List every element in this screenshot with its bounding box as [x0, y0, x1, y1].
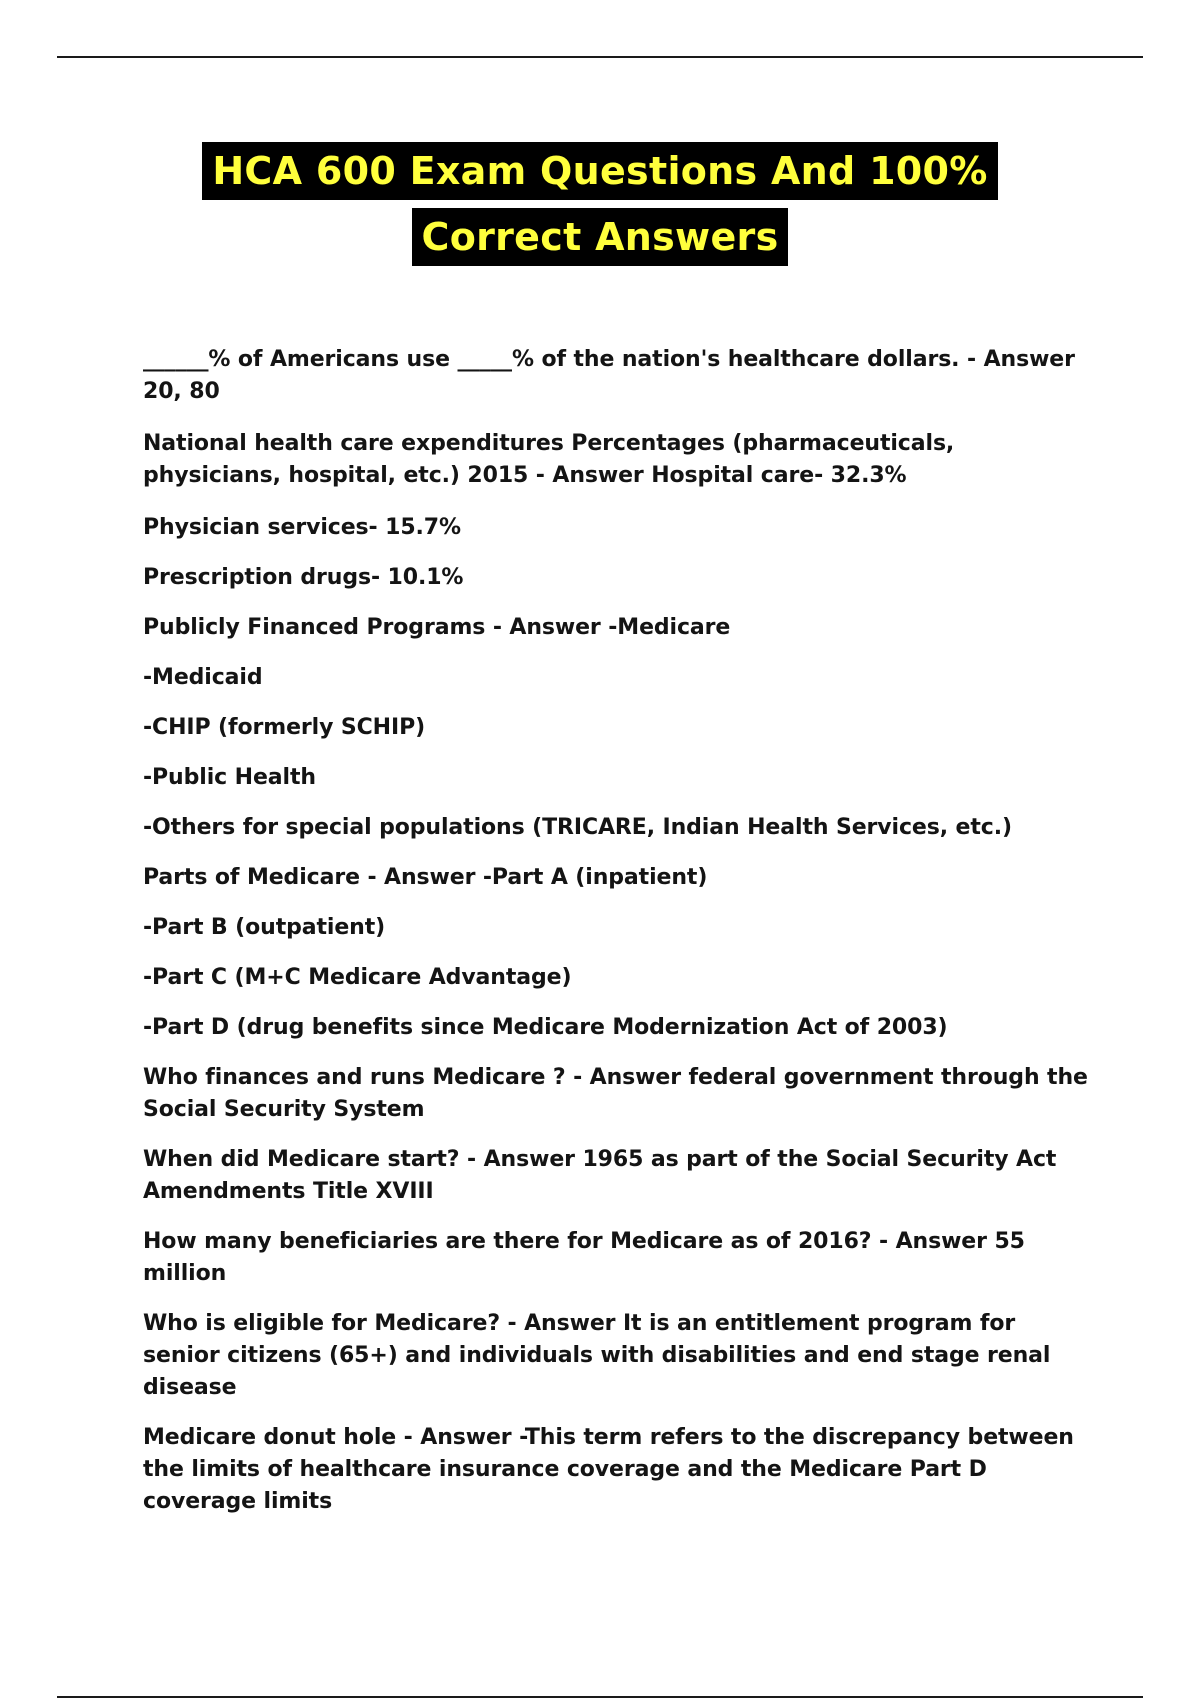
qa-paragraph: -Part C (M+C Medicare Advantage)	[143, 965, 572, 990]
qa-paragraph: -Others for special populations (TRICARE, Indian Health Services, etc.)	[143, 815, 1012, 840]
qa-paragraph: Medicare donut hole - Answer -This term refers to the discrepancy between the limits of healthcare insurance coverage and the Medicare Part D coverage limits	[143, 1425, 1074, 1514]
qa-paragraph: Publicly Financed Programs - Answer -Medicare	[143, 615, 731, 640]
qa-paragraph: National health care expenditures Percentages (pharmaceuticals, physicians, hospital, etc.) 2015 - Answer Hospital care- 32.3%	[143, 431, 955, 488]
header-rule	[57, 56, 1143, 58]
qa-paragraph: -CHIP (formerly SCHIP)	[143, 715, 426, 740]
title-line-1: HCA 600 Exam Questions And 100%	[202, 142, 997, 200]
qa-paragraph: -Public Health	[143, 765, 316, 790]
qa-paragraph: ______% of Americans use _____% of the nation's healthcare dollars. - Answer 20, 80	[143, 347, 1075, 404]
qa-paragraph: Physician services- 15.7%	[143, 515, 461, 540]
qa-paragraph: When did Medicare start? - Answer 1965 as part of the Social Security Act Amendments Title XVIII	[143, 1147, 1057, 1204]
qa-paragraph: Who finances and runs Medicare ? - Answer federal government through the Social Security System	[143, 1065, 1088, 1122]
qa-paragraph: How many beneficiaries are there for Medicare as of 2016? - Answer 55 million	[143, 1229, 1025, 1286]
qa-paragraph: Parts of Medicare - Answer -Part A (inpatient)	[143, 865, 708, 890]
footer-rule	[57, 1696, 1143, 1698]
document-title	[0, 142, 1200, 274]
qa-paragraph: -Medicaid	[143, 665, 263, 690]
qa-paragraph: Who is eligible for Medicare? - Answer It is an entitlement program for senior citizens (65+) and individuals with disabilities and end stage renal disease	[143, 1311, 1051, 1400]
qa-paragraph: -Part D (drug benefits since Medicare Modernization Act of 2003)	[143, 1015, 948, 1040]
document-body	[143, 344, 1093, 1536]
title-line-2: Correct Answers	[412, 208, 789, 266]
qa-paragraph: -Part B (outpatient)	[143, 915, 386, 940]
qa-paragraph: Prescription drugs- 10.1%	[143, 565, 464, 590]
